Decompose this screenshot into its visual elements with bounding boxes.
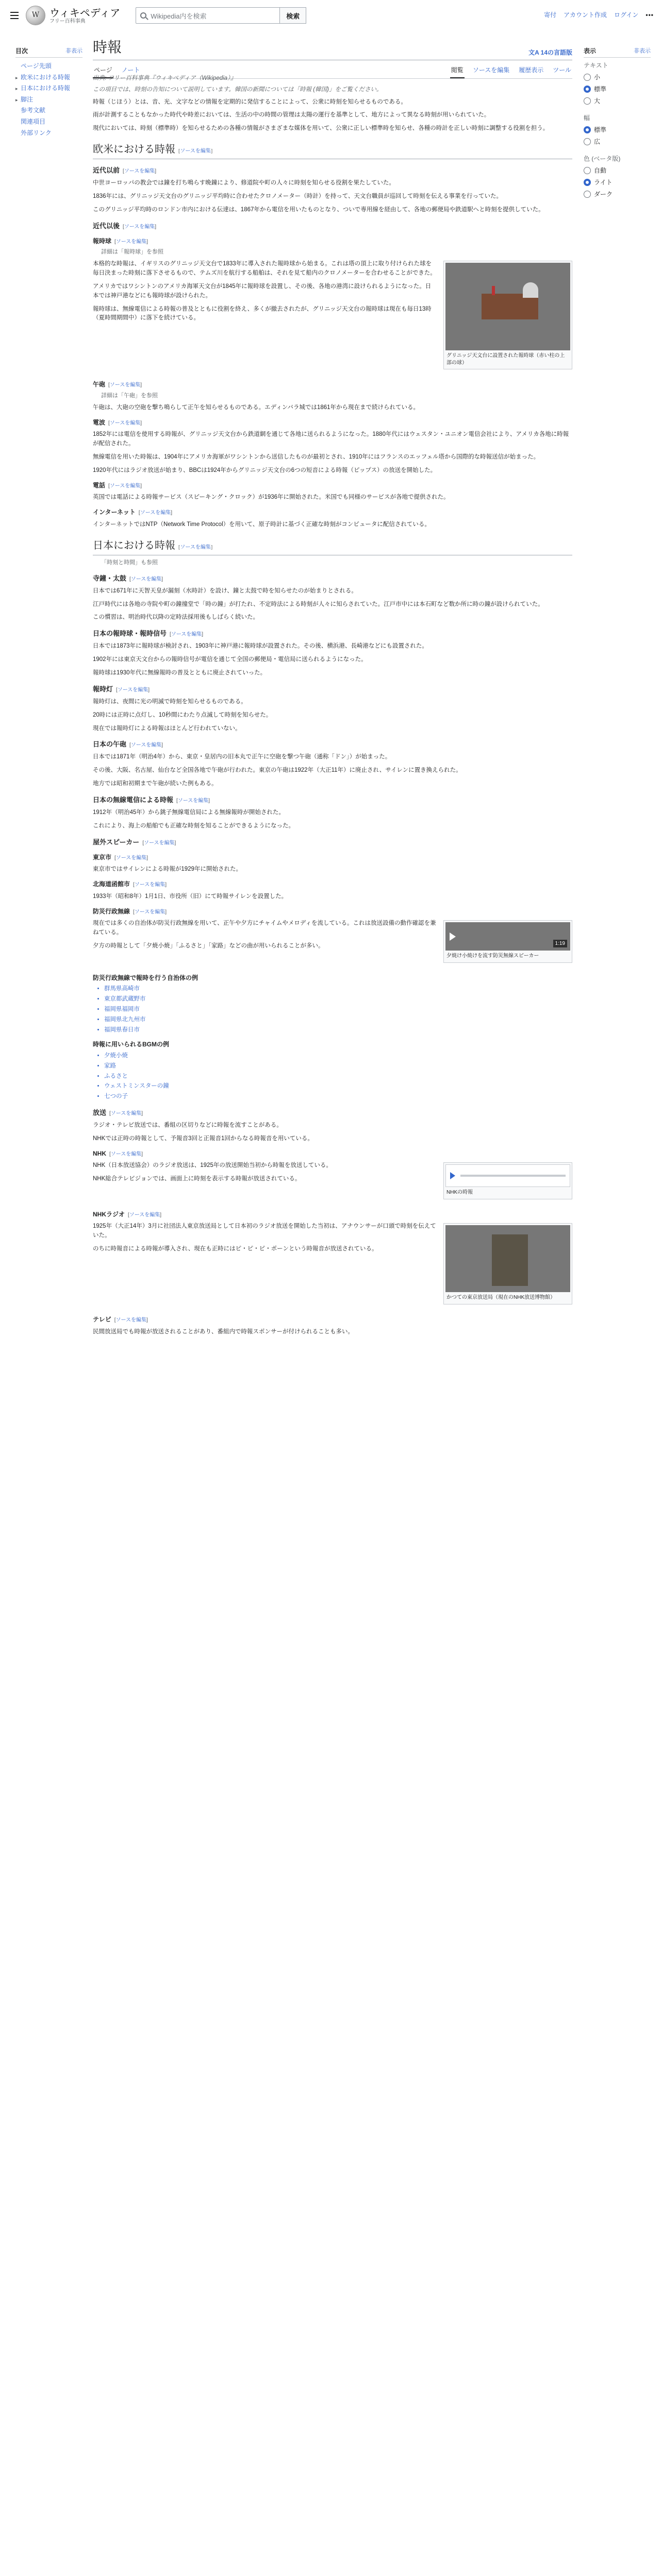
toc-hide-button[interactable]: 非表示 — [65, 48, 82, 54]
edit-section-link[interactable]: ソースを編集 — [124, 168, 155, 175]
edit-section-link[interactable]: ソースを編集 — [115, 855, 147, 861]
bgm-list — [104, 1052, 572, 1101]
tab-tools[interactable]: ツール — [553, 66, 571, 74]
article-source: 出典: フリー百科事典『ウィキペディア（Wikipedia）』 — [93, 75, 237, 81]
edit-section-link[interactable]: ソースを編集 — [115, 239, 147, 245]
main-article-note[interactable]: 詳細は「報時球」を参照 — [101, 249, 163, 256]
main-article-note[interactable]: 「時刻と時間」も参照 — [101, 559, 158, 566]
tab-talk[interactable]: ノート — [121, 66, 140, 74]
figure-video[interactable] — [443, 920, 572, 963]
list-item[interactable]: • ウェストミンスターの鐘 — [104, 1082, 572, 1091]
login-link[interactable]: ログイン — [614, 11, 639, 19]
subsubsection-heading: 防災行政無線 [ソースを編集] — [93, 907, 167, 915]
intro-paragraph: 現代においては、時刻（標準時）を知らせるための各種の情報がさまざまな媒体を用いて、公衆に正しい標準時を知らせ、各種の時計を正しい時刻に調整する役割を担う。 — [93, 125, 549, 132]
edit-section-link[interactable]: ソースを編集 — [110, 1111, 142, 1117]
paragraph: 20時には正時に点灯し、10秒間にわたり点滅して時刻を知らせた。 — [93, 711, 272, 718]
edit-section-link[interactable]: ソースを編集 — [144, 840, 175, 846]
width-wide[interactable]: 広 — [584, 137, 651, 146]
toc-item-notes[interactable]: 脚注 — [21, 95, 34, 103]
edit-section-link[interactable]: ソースを編集 — [171, 632, 202, 638]
subsubsection-heading: NHKラジオ [ソースを編集] — [93, 1210, 162, 1218]
edit-section-link[interactable]: ソースを編集 — [134, 909, 166, 915]
list-item[interactable]: • 群馬県高崎市 — [104, 985, 572, 994]
main-article-note[interactable]: 詳細は「午砲」を参照 — [101, 393, 158, 399]
edit-section-link[interactable]: ソースを編集 — [130, 576, 162, 582]
search-form — [136, 7, 306, 24]
list-item[interactable]: • 福岡県福岡市 — [104, 1005, 572, 1014]
observatory-image[interactable] — [445, 263, 570, 350]
toc-item-japan[interactable]: 日本における時報 — [21, 84, 71, 92]
intro-paragraph: 時報（じほう）とは、音、光、文字などの情報を定期的に発信することによって、公衆に時刻を知らせるものである。 — [93, 98, 407, 105]
paragraph: これにより、海上の船舶でも正確な時刻を知ることができるようになった。 — [93, 822, 294, 829]
text-size-small[interactable]: 小 — [584, 73, 651, 81]
audio-player[interactable] — [445, 1164, 570, 1187]
edit-section-link[interactable]: ソースを編集 — [115, 1317, 147, 1323]
edit-section-link[interactable]: ソースを編集 — [180, 148, 211, 155]
paragraph: 1933年（昭和8年）1月1日、市役所（旧）にて時報サイレンを設置した。 — [93, 893, 288, 900]
subsection-heading: 寺鐘・太鼓 [ソースを編集] — [93, 574, 163, 582]
paragraph: 1836年には、グリニッジ天文台のグリニッジ平均時に合わせたクロノメーター（時計）を持って、天文台職員が巡回して時刻を伝える事業を行っていた。 — [93, 193, 503, 200]
search-input[interactable] — [136, 7, 280, 24]
paragraph: NHK総合テレビジョンでは、画面上に時刻を表示する時報が放送されている。 — [93, 1176, 301, 1182]
more-options-icon[interactable]: ••• — [646, 11, 654, 19]
figure-caption: 夕焼け小焼けを流す防災無線スピーカー — [446, 953, 539, 959]
video-duration: 1:19 — [553, 940, 567, 948]
tab-edit-source[interactable]: ソースを編集 — [472, 66, 510, 74]
paragraph: 地方では昭和初期まで午砲が続いた例もある。 — [93, 781, 218, 787]
list-item[interactable]: • 家路 — [104, 1062, 572, 1071]
paragraph: 夕方の時報として「夕焼小焼」「ふるさと」「家路」などの曲が用いられることが多い。 — [93, 942, 324, 949]
color-light[interactable]: ライト — [584, 178, 651, 187]
paragraph: 1902年には東京天文台からの報時信号が電信を通じて全国の郵便局・電信局に送られるようになった。 — [93, 656, 367, 663]
create-account-link[interactable]: アカウント作成 — [564, 11, 607, 19]
subsubsection-heading: 防災行政無線で報時を行う自治体の例 — [93, 974, 198, 981]
color-label: 色 (ベータ版) — [584, 155, 621, 162]
tab-read[interactable]: 閲覧 — [450, 62, 465, 78]
figure-audio[interactable] — [443, 1162, 572, 1199]
paragraph: のちに時報音による時報が導入され、現在も正時にはピ・ピ・ピ・ポーンという時報音が放送されている。 — [93, 1246, 378, 1252]
paragraph: 民間放送局でも時報が放送されることがあり、番組内で時報スポンサーが付けられることも多い。 — [93, 1328, 354, 1335]
municipality-list — [104, 985, 572, 1035]
paragraph: 報時球は1930年代に無線報時の普及とともに廃止されていった。 — [93, 669, 267, 676]
edit-section-link[interactable]: ソースを編集 — [110, 1151, 142, 1157]
subsubsection-heading: 電話 [ソースを編集] — [93, 481, 142, 489]
text-size-large[interactable]: 大 — [584, 96, 651, 105]
intro-paragraph: 雨が計測することもなかった時代や時差においては、生活の中の時間の管理は太陽の運行を基準として、地方によって異なる時刻が用いられていた。 — [93, 112, 490, 118]
paragraph: 1852年には電信を使用する時報が、グリニッジ天文台から鉄道網を通じて各地に送られるようになった。1880年代にはウェスタン・ユニオン電信会社により、アメリカ各地に時報が配信された。 — [93, 431, 569, 447]
article-body — [93, 72, 572, 1341]
search-icon — [140, 12, 146, 19]
paragraph: アメリカではワシントンのアメリカ海軍天文台が1845年に報時球を設置し、その後、各地の港湾に設けられるようになった。日本では神戸港などにも報時球が設けられた。 — [93, 283, 432, 299]
paragraph: ラジオ・テレビ放送では、番組の区切りなどに時報を流すことがある。 — [93, 1122, 283, 1129]
subsubsection-heading: 午砲 [ソースを編集] — [93, 381, 142, 388]
subsection-heading: 屋外スピーカー [ソースを編集] — [93, 838, 176, 846]
toc-item-related[interactable]: 関連項目 — [21, 117, 46, 125]
edit-section-link[interactable]: ソースを編集 — [109, 382, 141, 388]
subsection-heading: 日本の無線電信による時報 [ソースを編集] — [93, 795, 210, 804]
paragraph: 英国では電話による時報サービス（スピーキング・クロック）が1936年に開始された。米国でも同様のサービスが各地で提供された。 — [93, 494, 450, 501]
figure-caption: かつての東京放送局（現在のNHK放送博物館） — [446, 1295, 556, 1301]
figure-nhk[interactable] — [443, 1223, 572, 1304]
logo-subtitle: フリー百科事典 — [49, 18, 86, 24]
edit-section-link[interactable]: ソースを編集 — [109, 483, 141, 489]
play-icon[interactable] — [450, 1172, 455, 1179]
paragraph: 現在では報時灯による時報はほとんど行われていない。 — [93, 725, 241, 732]
subsection-heading: 日本の午砲 [ソースを編集] — [93, 740, 163, 749]
paragraph: 江戸時代には各地の寺院や町の鐘撞堂で「時の鐘」が打たれ、不定時法による時刻が人々に知らされていた。江戸市中には本石町など数か所に時の鐘が設けられていた。 — [93, 601, 544, 607]
list-item[interactable]: • 福岡県北九州市 — [104, 1015, 572, 1025]
list-item[interactable]: • 福岡県春日市 — [104, 1026, 572, 1035]
paragraph: NHKでは正時の時報として、予報音3回と正報音1回からなる時報音を用いている。 — [93, 1135, 313, 1142]
nhk-building-image[interactable] — [445, 1225, 570, 1292]
list-item[interactable]: • ふるさと — [104, 1072, 572, 1081]
text-size-label: テキスト — [584, 62, 608, 69]
edit-section-link[interactable]: ソースを編集 — [177, 798, 209, 804]
video-player[interactable] — [445, 922, 570, 951]
audio-progress[interactable] — [460, 1175, 566, 1177]
paragraph: NHK（日本放送協会）のラジオ放送は、1925年の放送開始当初から時報を放送している。 — [93, 1162, 332, 1169]
list-item[interactable]: • 夕焼小焼 — [104, 1052, 572, 1061]
paragraph: 東京市ではサイレンによる時報が1929年に開始された。 — [93, 866, 242, 873]
paragraph: 1912年（明治45年）から銚子無線電信局による無線報時が開始された。 — [93, 809, 285, 816]
toc-item-west[interactable]: 欧米における時報 — [21, 73, 71, 81]
paragraph: 報時灯は、夜間に光の明滅で時刻を知らせるものである。 — [93, 698, 247, 705]
list-item[interactable]: • 東京都武蔵野市 — [104, 995, 572, 1004]
language-button[interactable]: 文A 14の言語版 — [528, 49, 572, 56]
toc-toggle-icon[interactable]: ▸ — [15, 86, 18, 92]
paragraph: 1925年（大正14年）3月に社団法人東京放送局として日本初のラジオ放送を開始した当初は、アナウンサーが口頭で時刻を伝えていた。 — [93, 1223, 436, 1239]
hatnote: この項目では、時刻の告知について説明しています。韓国の新聞については「時報 (韓国)」をご覧ください。 — [93, 86, 383, 93]
search-button[interactable]: 検索 — [280, 7, 306, 24]
subsubsection-heading: 報時球 [ソースを編集] — [93, 237, 148, 245]
subsection-heading: 近代以前 [ソースを編集] — [93, 166, 157, 175]
table-of-contents — [15, 46, 82, 139]
toc-toggle-icon[interactable]: ▸ — [15, 97, 18, 103]
subsection-heading: 放送 [ソースを編集] — [93, 1109, 143, 1117]
donate-link[interactable]: 寄付 — [544, 11, 557, 19]
paragraph: このグリニッジ平均時のロンドン市内における伝達は、1867年から電信を用いたものとなり、ついで専用線を経由して、各地の郵便局や鉄道駅へと時刻を提供していた。 — [93, 206, 544, 213]
paragraph: インターネットではNTP（Network Time Protocol）を用いて、原子時計に基づく正確な時刻がコンピュータに配信されている。 — [93, 521, 431, 528]
section-heading: 日本における時報 [ソースを編集] — [93, 538, 572, 555]
wikipedia-globe-icon — [26, 6, 45, 25]
toc-item-top[interactable]: ページ先頭 — [21, 62, 52, 70]
paragraph: その後、大阪、名古屋、仙台など全国各地で午砲が行われた。東京の午砲は1922年（大正11年）に廃止され、サイレンに置き換えられた。 — [93, 767, 462, 774]
subsubsection-heading: インターネット [ソースを編集] — [93, 509, 172, 516]
subsubsection-heading: 北海道函館市 [ソースを編集] — [93, 880, 167, 888]
paragraph: 午砲は、大砲の空砲を撃ち鳴らして正午を知らせるものである。エディンバラ城では1861年から現在まで続けられている。 — [93, 404, 420, 411]
subsubsection-heading: 東京市 [ソースを編集] — [93, 853, 148, 861]
paragraph: 1920年代にはラジオ放送が始まり、BBCは1924年からグリニッジ天文台の6つの短音による時報（ピップス）の放送を開始した。 — [93, 467, 437, 473]
edit-section-link[interactable]: ソースを編集 — [109, 420, 141, 426]
edit-section-link[interactable]: ソースを編集 — [130, 742, 162, 749]
paragraph: 日本では1873年に報時球が検討され、1903年に神戸港に報時球が設置された。その後、横浜港、長崎港などにも設置された。 — [93, 643, 428, 650]
edit-section-link[interactable]: ソースを編集 — [124, 224, 155, 230]
subsection-heading: 報時灯 [ソースを編集] — [93, 685, 150, 693]
appearance-title: 表示 — [584, 47, 597, 55]
width-standard[interactable]: 標準 — [584, 125, 651, 134]
toc-toggle-icon[interactable]: ▸ — [15, 75, 18, 80]
subsection-heading: 近代以後 [ソースを編集] — [93, 222, 157, 230]
figure-caption: NHKの時報 — [446, 1190, 473, 1196]
play-icon[interactable] — [450, 933, 456, 941]
tab-history[interactable]: 履歴表示 — [519, 66, 544, 74]
subsection-heading: 日本の報時球・報時信号 [ソースを編集] — [93, 630, 204, 638]
site-header — [0, 0, 662, 31]
appearance-hide-button[interactable]: 非表示 — [634, 48, 651, 54]
page-title-bar — [93, 31, 572, 60]
site-logo[interactable] — [26, 6, 120, 25]
color-dark[interactable]: ダーク — [584, 190, 651, 198]
tab-page[interactable]: ページ — [93, 62, 113, 78]
list-item[interactable]: • 七つの子 — [104, 1092, 572, 1101]
section-heading: 欧米における時報 [ソースを編集] — [93, 142, 572, 159]
subsubsection-heading: 電波 [ソースを編集] — [93, 418, 142, 426]
toc-title: 目次 — [15, 47, 28, 55]
paragraph: 日本では671年に天智天皇が漏刻（水時計）を設け、鐘と太鼓で時を知らせたのが始まりとされる。 — [93, 587, 357, 594]
appearance-panel — [584, 46, 651, 207]
paragraph: 日本では1871年（明治4年）から、東京・皇居内の旧本丸で正午に空砲を撃つ午砲（通称「ドン」）が始まった。 — [93, 754, 391, 760]
toc-item-references[interactable]: 参考文献 — [21, 107, 46, 114]
text-size-standard[interactable]: 標準 — [584, 84, 651, 93]
subsubsection-heading: 時報に用いられるBGMの例 — [93, 1041, 169, 1048]
user-links — [544, 10, 654, 19]
subsubsection-heading: テレビ [ソースを編集] — [93, 1315, 148, 1323]
edit-section-link[interactable]: ソースを編集 — [140, 510, 171, 516]
subsubsection-heading: NHK [ソースを編集] — [93, 1149, 143, 1157]
edit-section-link[interactable]: ソースを編集 — [134, 882, 166, 888]
color-auto[interactable]: 自動 — [584, 166, 651, 175]
paragraph: 報時球は、無線電信による時報の普及とともに役割を終え、多くが撤去されたが、グリニッジ天文台の報時球は現在も毎日13時（夏時間期間中）に落下を続けている。 — [93, 306, 432, 321]
paragraph: この慣習は、明治時代以降の定時法採用後もしばらく続いた。 — [93, 614, 259, 621]
edit-section-link[interactable]: ソースを編集 — [117, 687, 148, 693]
paragraph: 無線電信を用いた時報は、1904年にアメリカ海軍がワシントンから送信したものが最初とされ、1910年にはフランスのエッフェル塔から国際的な時報送信が始まった。 — [93, 454, 540, 461]
paragraph: 現在では多くの自治体が防災行政無線を用いて、正午や夕方にチャイムやメロディを流している。これは放送設備の動作確認を兼ねている。 — [93, 920, 436, 936]
paragraph: 中世ヨーロッパの教会では鐘を打ち鳴らす晩鐘により、修道院や町の人々に時刻を知らせる役割を果たしていた。 — [93, 180, 395, 187]
toc-item-external[interactable]: 外部リンク — [21, 129, 52, 137]
width-label: 幅 — [584, 114, 590, 122]
logo-title: ウィキペディア — [49, 6, 121, 19]
figure-observatory[interactable] — [443, 261, 572, 369]
paragraph: 本格的な時報は、イギリスのグリニッジ天文台で1833年に導入された報時球から始まる。これは塔の頂上に取り付けられた球を毎日決まった時刻に落下させるもので、テムズ川を航行する船舶は、それを見て船内のクロノメーターを合わせることができた。 — [93, 261, 436, 277]
page-title: 時報 — [93, 40, 122, 56]
figure-caption: グリニッジ天文台に設置された報時球（赤い柱の上部の球） — [446, 353, 565, 366]
search-placeholder: Wikipedia内を検索 — [151, 12, 207, 20]
edit-section-link[interactable]: ソースを編集 — [180, 544, 211, 550]
edit-section-link[interactable]: ソースを編集 — [129, 1212, 160, 1218]
main-menu-button[interactable] — [6, 7, 23, 24]
